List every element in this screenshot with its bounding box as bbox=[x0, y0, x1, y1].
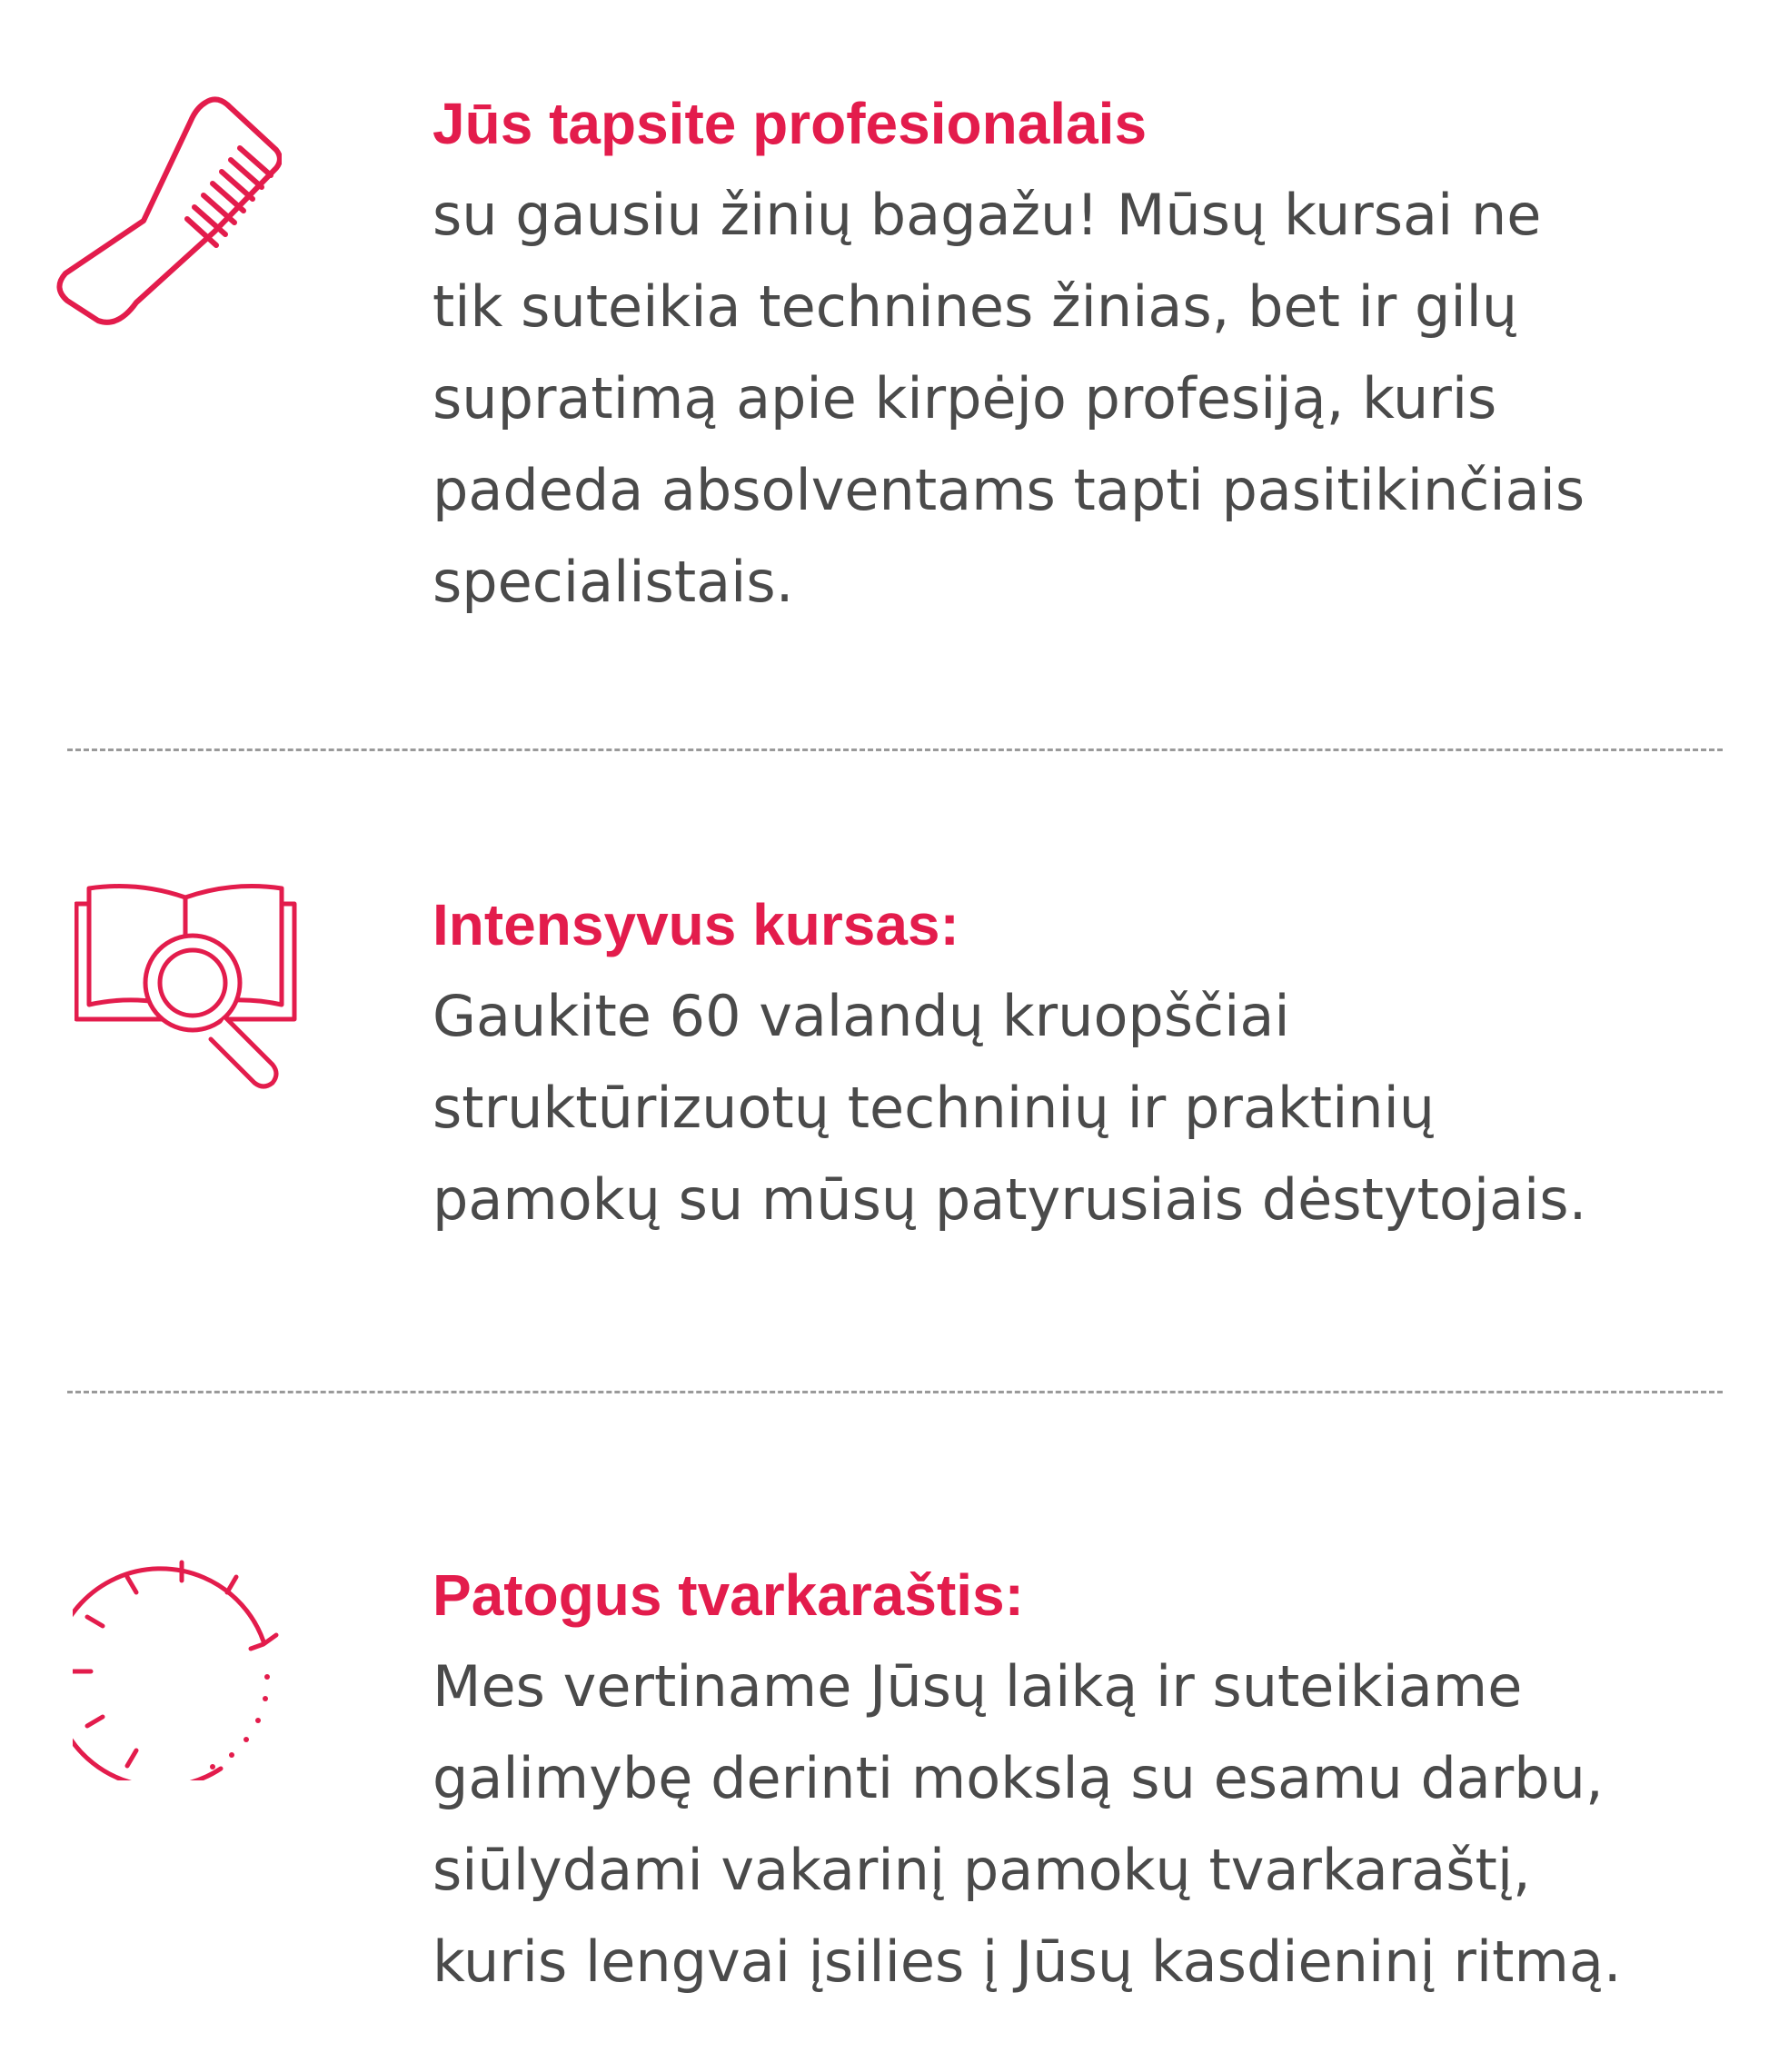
feature-description: Mes vertiname Jūsų laiką ir suteikiame galimybę derinti mokslą su esamu darbu, siūlydami vakarinį pamokų tvarkaraštį, kuris lengvai įsilies į Jūsų kasdieninį ritmą. bbox=[432, 1653, 1622, 1995]
feature-text bbox=[432, 879, 1741, 1245]
dashed-divider bbox=[67, 1391, 1723, 1393]
book-magnifier-icon bbox=[75, 881, 297, 1096]
feature-text bbox=[432, 78, 1741, 628]
feature-description: Gaukite 60 valandų kruopščiai struktūrizuotų techninių ir praktinių pamokų su mūsų patyrusiais dėstytojais. bbox=[432, 983, 1587, 1233]
feature-text bbox=[432, 1550, 1741, 2008]
feature-description: su gausiu žinių bagažu! Mūsų kursai ne tik suteikia technines žinias, bet ir gilų supratimą apie kirpėjo profesiją, kuris padeda absolventams tapti pasitikinčiais specialistais. bbox=[432, 182, 1585, 615]
feature-title: Patogus tvarkaraštis: bbox=[432, 1562, 1024, 1628]
comb-icon bbox=[55, 95, 282, 336]
dashed-divider bbox=[67, 748, 1723, 751]
clock-schedule-icon bbox=[73, 1553, 318, 1785]
feature-title: Jūs tapsite profesionalais bbox=[432, 91, 1148, 156]
feature-title: Intensyvus kursas: bbox=[432, 892, 959, 957]
